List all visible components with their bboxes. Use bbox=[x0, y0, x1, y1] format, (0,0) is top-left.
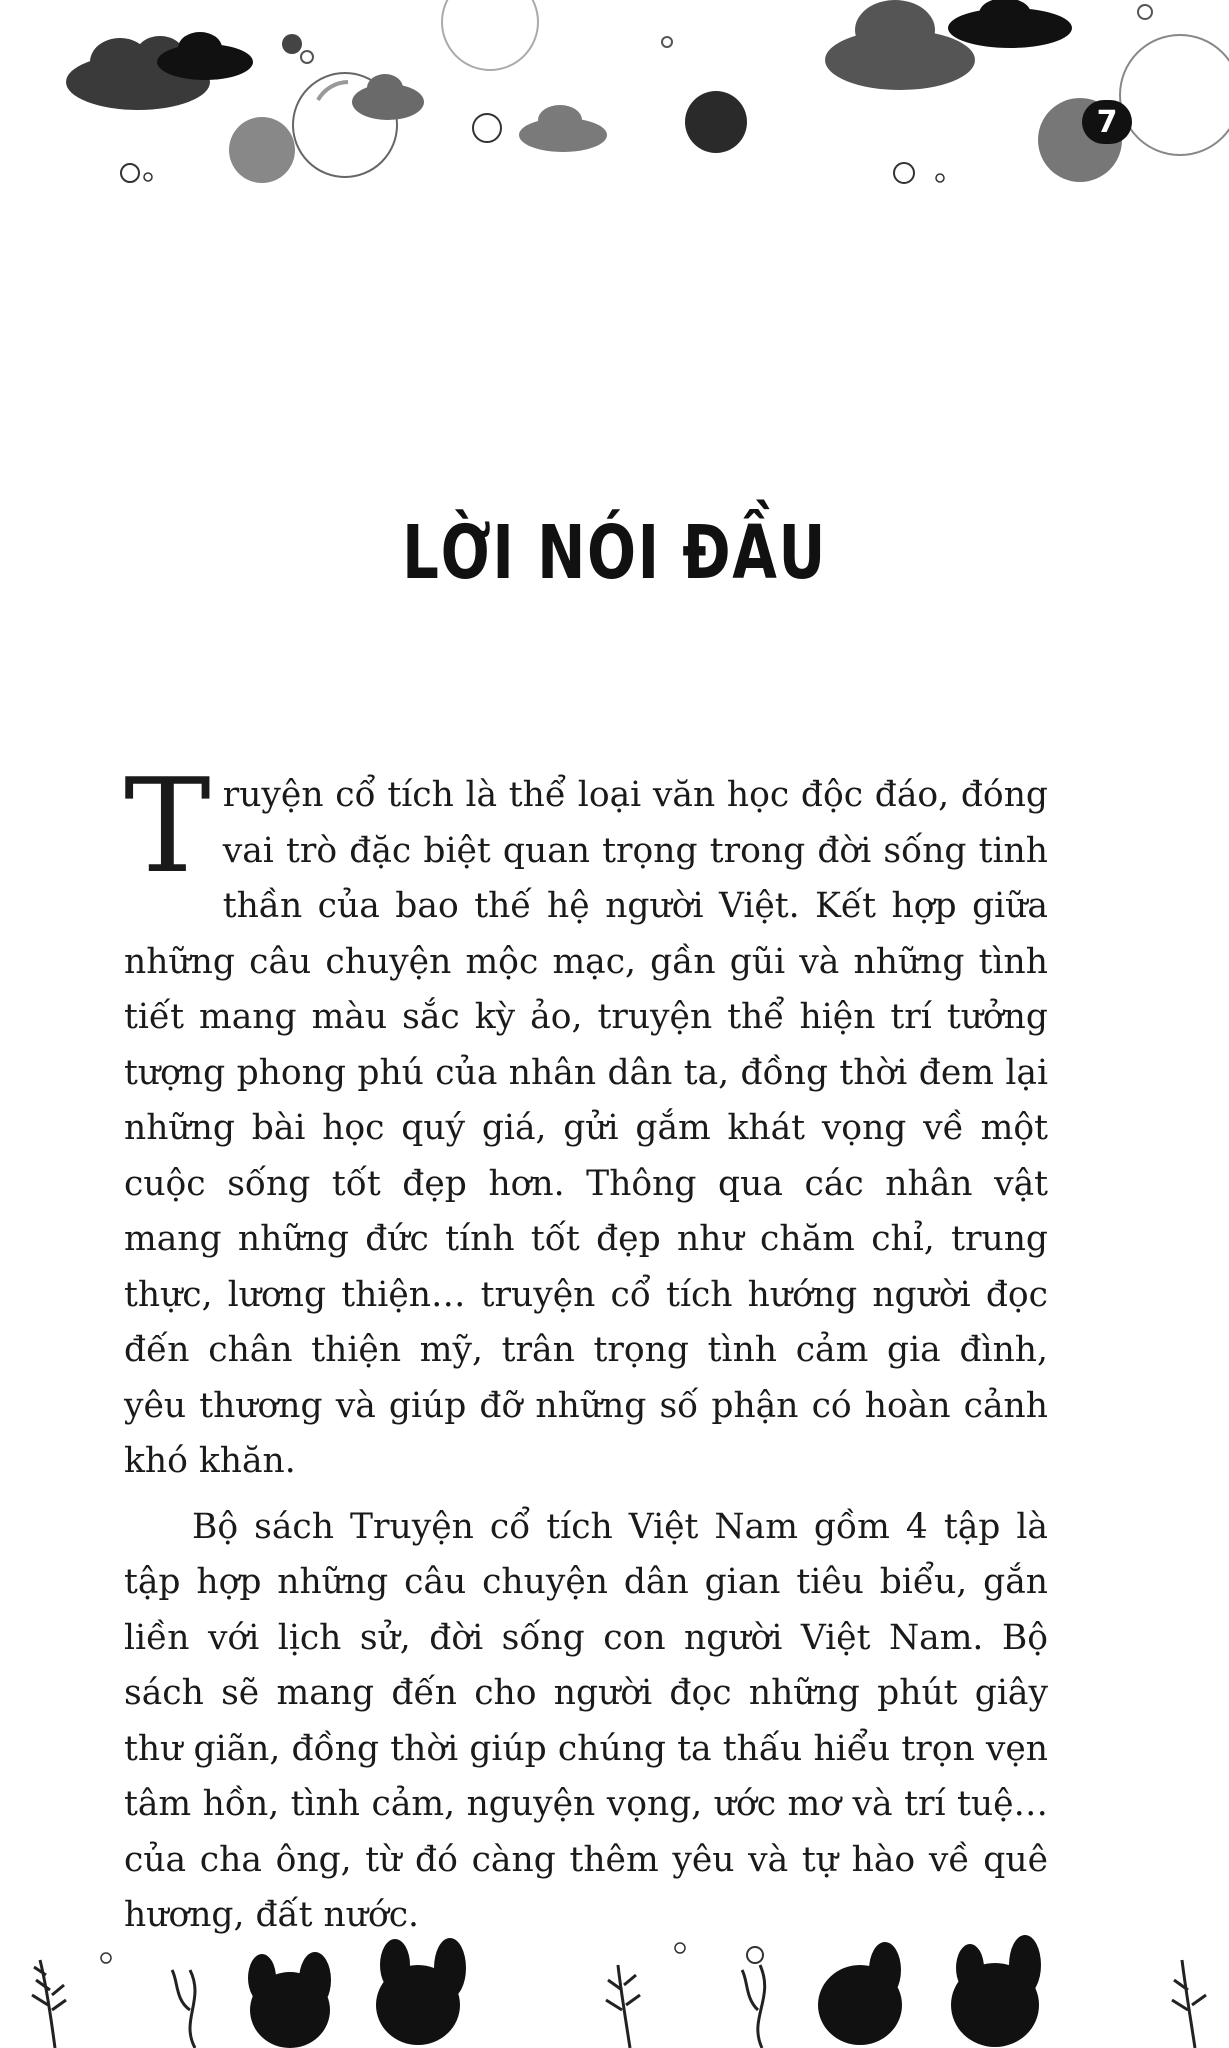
fern-icon bbox=[32, 1960, 66, 2048]
bubble-icon bbox=[662, 37, 672, 47]
bubble-icon bbox=[675, 1943, 685, 1953]
cloud-icon bbox=[825, 0, 975, 90]
cloud-icon bbox=[519, 105, 607, 152]
page-number: 7 bbox=[1082, 100, 1132, 144]
bubble-icon bbox=[894, 163, 914, 183]
bubble-icon bbox=[282, 34, 302, 54]
header-decoration bbox=[0, 0, 1229, 200]
bubble-icon bbox=[936, 174, 944, 182]
bubble-icon bbox=[747, 1947, 763, 1963]
bubble-icon bbox=[301, 51, 313, 63]
bubble-icon bbox=[473, 114, 501, 142]
seaweed-icon bbox=[742, 1965, 765, 2048]
fern-icon bbox=[1172, 1960, 1206, 2048]
bubble-icon bbox=[1120, 35, 1229, 155]
chapter-title: LỜI NÓI ĐẦU bbox=[402, 510, 827, 596]
paragraph-text: ruyện cổ tích là thể loại văn học độc đáo, đóng vai trò đặc biệt quan trọng trong đời sống tinh thần của bao thế hệ người Việt. Kết hợp giữa những câu chuyện mộc mạc, gần gũi và những tình tiết mang màu sắc kỳ ảo, truyện thể hiện trí tưởng tượng phong phú của nhân dân ta, đồng thời đem lại những bài học quý giá, gửi gắm khát vọng về một cuộc sống tốt đẹp hơn. Thông qua các nhân vật mang những đức tính tốt đẹp như chăm chỉ, trung thực, lương thiện… truyện cổ tích hướng người đọc đến chân thiện mỹ, trân trọng tình cảm gia đình, yêu thương và giúp đỡ những số phận có hoàn cảnh khó khăn. bbox=[124, 775, 1048, 1481]
drop-cap: T bbox=[124, 750, 211, 902]
paragraph bbox=[124, 750, 1048, 1490]
plant-icon bbox=[248, 1952, 331, 2048]
fern-icon bbox=[606, 1965, 640, 2048]
bubble-icon bbox=[229, 117, 295, 183]
plant-icon bbox=[376, 1938, 466, 2045]
paragraph: Bộ sách Truyện cổ tích Việt Nam gồm 4 tập là tập hợp những câu chuyện dân gian tiêu biểu, gắn liền với lịch sử, đời sống con người Việt Nam. Bộ sách sẽ mang đến cho người đọc những phút giây thư giãn, đồng thời giúp chúng ta thấu hiểu trọn vẹn tâm hồn, tình cảm, nguyện vọng, ước mơ và trí tuệ… của cha ông, từ đó càng thêm yêu và tự hào về quê hương, đất nước. bbox=[124, 1506, 1048, 1935]
bubble-icon bbox=[442, 0, 538, 70]
footer-decoration bbox=[0, 1910, 1229, 2048]
bubble-icon bbox=[1138, 5, 1152, 19]
cloud-icon bbox=[948, 0, 1072, 48]
seaweed-icon bbox=[172, 1970, 195, 2048]
plant-icon bbox=[818, 1942, 902, 2045]
plant-icon bbox=[951, 1935, 1041, 2047]
bubble-icon bbox=[101, 1953, 111, 1963]
cloud-icon bbox=[352, 74, 424, 120]
preface-body bbox=[124, 750, 1048, 1944]
bubble-icon bbox=[121, 164, 139, 182]
bubble-icon bbox=[685, 91, 747, 153]
bubble-icon bbox=[144, 173, 152, 181]
